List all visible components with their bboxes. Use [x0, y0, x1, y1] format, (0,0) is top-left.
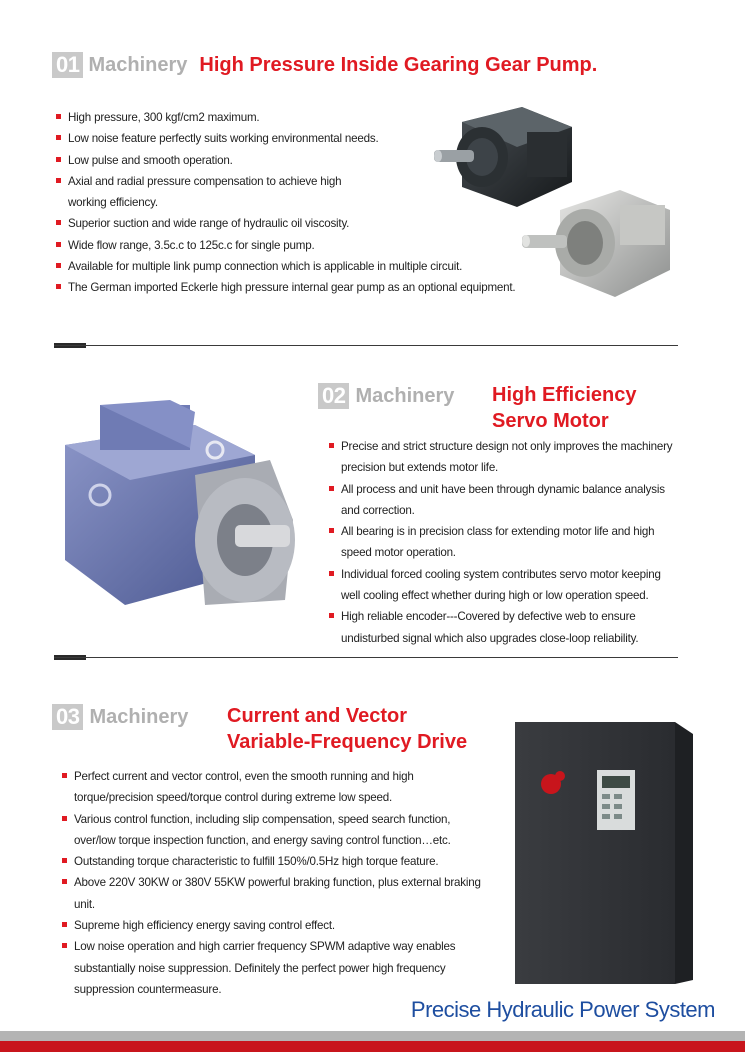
servo-motor-image	[55, 400, 305, 615]
list-item: High reliable encoder---Covered by defective web to ensure undisturbed signal which also upgrades close-loop reliability.	[329, 606, 679, 649]
divider-line	[54, 345, 678, 346]
section2-title	[492, 383, 636, 433]
list-item: Available for multiple link pump connection which is applicable in multiple circuit.	[56, 256, 536, 277]
list-item: Supreme high efficiency energy saving control effect.	[62, 915, 502, 936]
list-item: The German imported Eckerle high pressure internal gear pump as an optional equipment.	[56, 277, 536, 298]
list-item: All bearing is in precision class for extending motor life and high speed motor operation.	[329, 521, 679, 564]
vfd-drive-image	[515, 722, 695, 987]
section2-title-line1: High Efficiency	[492, 384, 637, 406]
section3-number: 03	[52, 704, 83, 730]
list-item: All process and unit have been through dynamic balance analysis and correction.	[329, 479, 679, 522]
section3-bullet-list	[62, 766, 502, 1000]
list-item: Low noise operation and high carrier frequency SPWM adaptive way enables substantially noise suppression. Definitely the perfect power high frequency suppression countermeasure.	[62, 936, 474, 1000]
gear-pump-silver-image	[520, 185, 675, 300]
list-item: Various control function, including slip compensation, speed search function, over/low torque inspection function, and energy saving control function…etc.	[62, 809, 494, 852]
section2-header	[318, 383, 454, 409]
section3-title	[227, 704, 467, 754]
section1-machinery-label: Machinery	[88, 54, 188, 76]
section2-title-line2: Servo Motor	[492, 410, 609, 432]
section1-header	[52, 52, 597, 78]
list-item: High pressure, 300 kgf/cm2 maximum.	[56, 107, 536, 128]
list-item: Perfect current and vector control, even the smooth running and high torque/precision speed/torque control during extreme low speed.	[62, 766, 439, 809]
section1-title: High Pressure Inside Gearing Gear Pump.	[199, 54, 598, 76]
section3-title-line2: Variable-Frequency Drive	[227, 731, 468, 753]
section3-header	[52, 704, 188, 730]
section3-machinery-label: Machinery	[89, 706, 189, 728]
list-item: Precise and strict structure design not only improves the machinery precision but extends motor life.	[329, 436, 679, 479]
list-item: Low noise feature perfectly suits working environmental needs.	[56, 128, 536, 149]
list-item: Wide flow range, 3.5c.c to 125c.c for single pump.	[56, 235, 536, 256]
list-item: Superior suction and wide range of hydraulic oil viscosity.	[56, 213, 536, 234]
list-item: Outstanding torque characteristic to fulfill 150%/0.5Hz high torque feature.	[62, 851, 502, 872]
list-item: Individual forced cooling system contributes servo motor keeping well cooling effect whether during high or low operation speed.	[329, 564, 679, 607]
section2-machinery-label: Machinery	[355, 385, 455, 407]
section2-bullet-list	[329, 436, 679, 649]
section3-title-line1: Current and Vector	[227, 705, 408, 727]
list-item: Axial and radial pressure compensation to achieve high working efficiency.	[56, 171, 368, 214]
footer-red-band	[0, 1041, 745, 1052]
section1-number: 01	[52, 52, 83, 78]
divider-line	[54, 657, 678, 658]
list-item: Low pulse and smooth operation.	[56, 150, 536, 171]
footer-gray-band	[0, 1031, 745, 1041]
section2-number: 02	[318, 383, 349, 409]
list-item: Above 220V 30KW or 380V 55KW powerful braking function, plus external braking unit.	[62, 872, 502, 915]
footer-tagline: Precise Hydraulic Power System	[410, 997, 715, 1022]
